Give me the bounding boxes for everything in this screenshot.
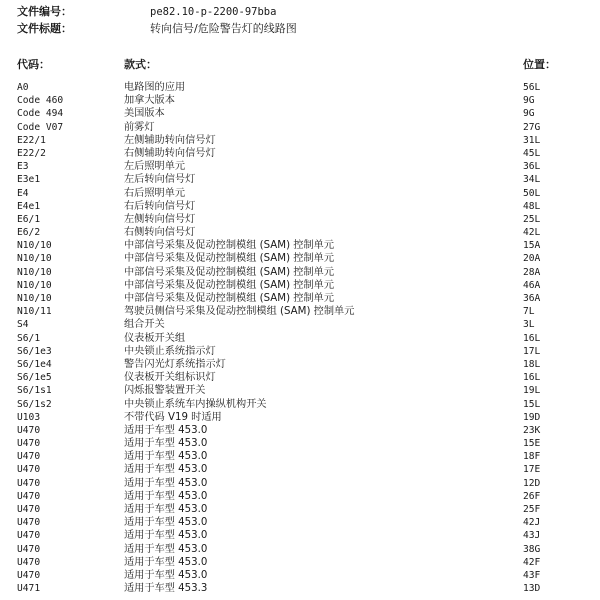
doc-title-line (17, 22, 597, 36)
row-code: U470 (17, 543, 41, 555)
table-row (0, 384, 600, 397)
table-row (0, 516, 600, 529)
row-position: 15L (523, 398, 541, 410)
doc-number-line (17, 5, 597, 19)
table-row (0, 147, 600, 160)
table-row (0, 121, 600, 134)
row-name: 中央锁止系统车内操纵机构开关 (124, 398, 267, 410)
table-row (0, 569, 600, 582)
table-row (0, 239, 600, 252)
row-name: 适用于车型 453.0 (124, 543, 208, 555)
row-code: U470 (17, 451, 41, 463)
table-row (0, 226, 600, 239)
column-header-name: 款式： (124, 58, 157, 71)
row-name: 仪表板开关组标识灯 (124, 372, 216, 384)
row-position: 19L (523, 385, 541, 397)
row-code: E3 (17, 161, 29, 173)
table-row (0, 490, 600, 503)
table-row (0, 292, 600, 305)
row-position: 34L (523, 174, 541, 186)
row-position: 45L (523, 147, 541, 159)
row-code: U103 (17, 411, 41, 423)
row-name: 适用于车型 453.3 (124, 583, 208, 595)
doc-title-value: 转向信号/危险警告灯的线路图 (150, 22, 297, 35)
row-name: 右后转向信号灯 (124, 200, 196, 212)
row-code: E6/1 (17, 213, 41, 225)
row-code: N10/11 (17, 306, 52, 318)
row-position: 26F (523, 490, 541, 502)
row-code: Code 494 (17, 108, 64, 120)
row-name: 右侧辅助转向信号灯 (124, 147, 216, 159)
table-row (0, 398, 600, 411)
table-row (0, 411, 600, 424)
table-row (0, 424, 600, 437)
row-code: U470 (17, 517, 41, 529)
row-name: 中部信号采集及促动控制模组 (SAM) 控制单元 (124, 266, 335, 278)
row-code: E22/2 (17, 147, 46, 159)
row-code: E4 (17, 187, 29, 199)
row-position: 43J (523, 530, 541, 542)
row-code: U470 (17, 504, 41, 515)
row-name: 警告闪光灯系统指示灯 (124, 358, 226, 370)
row-name: 适用于车型 453.0 (124, 490, 208, 502)
row-code: U470 (17, 490, 41, 502)
row-position: 7L (523, 306, 535, 318)
row-code: E3e1 (17, 174, 41, 186)
row-name: 中部信号采集及促动控制模组 (SAM) 控制单元 (124, 279, 335, 291)
row-name: 中部信号采集及促动控制模组 (SAM) 控制单元 (124, 253, 335, 265)
row-name: 适用于车型 453.0 (124, 464, 208, 476)
row-position: 42F (523, 556, 541, 568)
row-code: S6/1s1 (17, 385, 52, 397)
row-position: 12D (523, 477, 541, 489)
row-code: U470 (17, 569, 41, 581)
table-row (0, 160, 600, 173)
table-row (0, 463, 600, 476)
row-code: N10/10 (17, 240, 52, 252)
row-name: 不带代码 V19 时适用 (124, 411, 222, 423)
doc-number-value: pe82.10-p-2200-97bba (150, 6, 277, 18)
row-name: 中部信号采集及促动控制模组 (SAM) 控制单元 (124, 293, 335, 304)
table-row (0, 437, 600, 450)
table-row (0, 279, 600, 292)
row-position: 17E (523, 464, 541, 476)
row-name: 适用于车型 453.0 (124, 556, 208, 568)
row-name: 适用于车型 453.0 (124, 424, 208, 436)
column-header-code: 代码： (17, 58, 50, 71)
table-row (0, 107, 600, 120)
table-row (0, 187, 600, 200)
row-code: E22/1 (17, 134, 46, 146)
table-row (0, 503, 600, 516)
row-position: 16L (523, 372, 541, 384)
row-position: 23K (523, 424, 541, 436)
row-code: U471 (17, 583, 41, 595)
row-name: 中部信号采集及促动控制模组 (SAM) 控制单元 (124, 240, 335, 252)
row-position: 9G (523, 95, 535, 107)
row-name: 适用于车型 453.0 (124, 530, 208, 542)
row-name: 右后照明单元 (124, 187, 186, 199)
row-name: 闪烁报警装置开关 (124, 385, 206, 397)
row-name: 适用于车型 453.0 (124, 477, 208, 489)
row-name: 美国版本 (124, 108, 165, 120)
table-row (0, 543, 600, 556)
row-position: 42L (523, 227, 541, 239)
row-name: 右侧转向信号灯 (124, 227, 196, 239)
row-code: U470 (17, 438, 41, 450)
row-position: 17L (523, 345, 541, 357)
row-name: 适用于车型 453.0 (124, 569, 208, 581)
row-code: E6/2 (17, 227, 41, 239)
row-position: 19D (523, 411, 541, 423)
row-code: U470 (17, 530, 41, 542)
table-row (0, 332, 600, 345)
row-position: 25L (523, 213, 541, 225)
row-position: 50L (523, 187, 541, 199)
table-row (0, 318, 600, 331)
table-row (0, 200, 600, 213)
row-position: 56L (523, 82, 541, 93)
row-position: 18L (523, 358, 541, 370)
table-row (0, 371, 600, 384)
row-name: 组合开关 (124, 319, 165, 331)
table-row (0, 213, 600, 226)
row-name: 左后照明单元 (124, 161, 186, 173)
table-row (0, 556, 600, 569)
table-row (0, 450, 600, 463)
row-position: 15E (523, 438, 541, 450)
row-position: 38G (523, 543, 541, 555)
row-name: 电路图的应用 (124, 82, 186, 93)
row-position: 9G (523, 108, 535, 120)
row-position: 3L (523, 319, 535, 331)
row-code: A0 (17, 82, 29, 93)
row-name: 适用于车型 453.0 (124, 517, 208, 529)
column-header-position: 位置： (523, 58, 556, 71)
row-name: 左侧辅助转向信号灯 (124, 134, 216, 146)
row-position: 20A (523, 253, 541, 265)
table-row (0, 81, 600, 94)
row-name: 左后转向信号灯 (124, 174, 196, 186)
table-row (0, 134, 600, 147)
row-position: 27G (523, 121, 541, 133)
row-code: U470 (17, 477, 41, 489)
row-code: S6/1e5 (17, 372, 52, 384)
row-name: 中央锁止系统指示灯 (124, 345, 216, 357)
row-position: 25F (523, 504, 541, 515)
doc-number-label: 文件编号： (17, 5, 72, 18)
table-row (0, 358, 600, 371)
row-code: S6/1e4 (17, 358, 52, 370)
row-position: 15A (523, 240, 541, 252)
row-code: S6/1 (17, 332, 41, 344)
row-code: S4 (17, 319, 29, 331)
row-code: U470 (17, 556, 41, 568)
table-row (0, 94, 600, 107)
table-row (0, 477, 600, 490)
row-code: N10/10 (17, 253, 52, 265)
row-position: 18F (523, 451, 541, 463)
row-position: 13D (523, 583, 541, 595)
row-position: 28A (523, 266, 541, 278)
row-name: 左侧转向信号灯 (124, 213, 196, 225)
table-row (0, 345, 600, 358)
row-position: 43F (523, 569, 541, 581)
row-position: 16L (523, 332, 541, 344)
row-code: U470 (17, 464, 41, 476)
row-name: 适用于车型 453.0 (124, 451, 208, 463)
row-position: 36A (523, 293, 541, 304)
row-name: 适用于车型 453.0 (124, 504, 208, 515)
row-code: Code V07 (17, 121, 64, 133)
table-row (0, 266, 600, 279)
row-code: N10/10 (17, 279, 52, 291)
row-code: E4e1 (17, 200, 41, 212)
row-code: N10/10 (17, 293, 52, 304)
table-row (0, 252, 600, 265)
row-name: 前雾灯 (124, 121, 155, 133)
component-list (0, 81, 600, 595)
table-row (0, 582, 600, 595)
row-code: S6/1e3 (17, 345, 52, 357)
row-position: 46A (523, 279, 541, 291)
doc-title-label: 文件标题： (17, 22, 72, 35)
table-row (0, 305, 600, 318)
row-position: 36L (523, 161, 541, 173)
row-position: 42J (523, 517, 541, 529)
row-position: 48L (523, 200, 541, 212)
row-code: U470 (17, 424, 41, 436)
row-name: 仪表板开关组 (124, 332, 186, 344)
row-code: Code 460 (17, 95, 64, 107)
table-row (0, 173, 600, 186)
row-code: N10/10 (17, 266, 52, 278)
row-code: S6/1s2 (17, 398, 52, 410)
row-name: 加拿大版本 (124, 95, 175, 107)
table-row (0, 529, 600, 542)
row-name: 驾驶员侧信号采集及促动控制模组 (SAM) 控制单元 (124, 306, 355, 318)
row-position: 31L (523, 134, 541, 146)
row-name: 适用于车型 453.0 (124, 438, 208, 450)
